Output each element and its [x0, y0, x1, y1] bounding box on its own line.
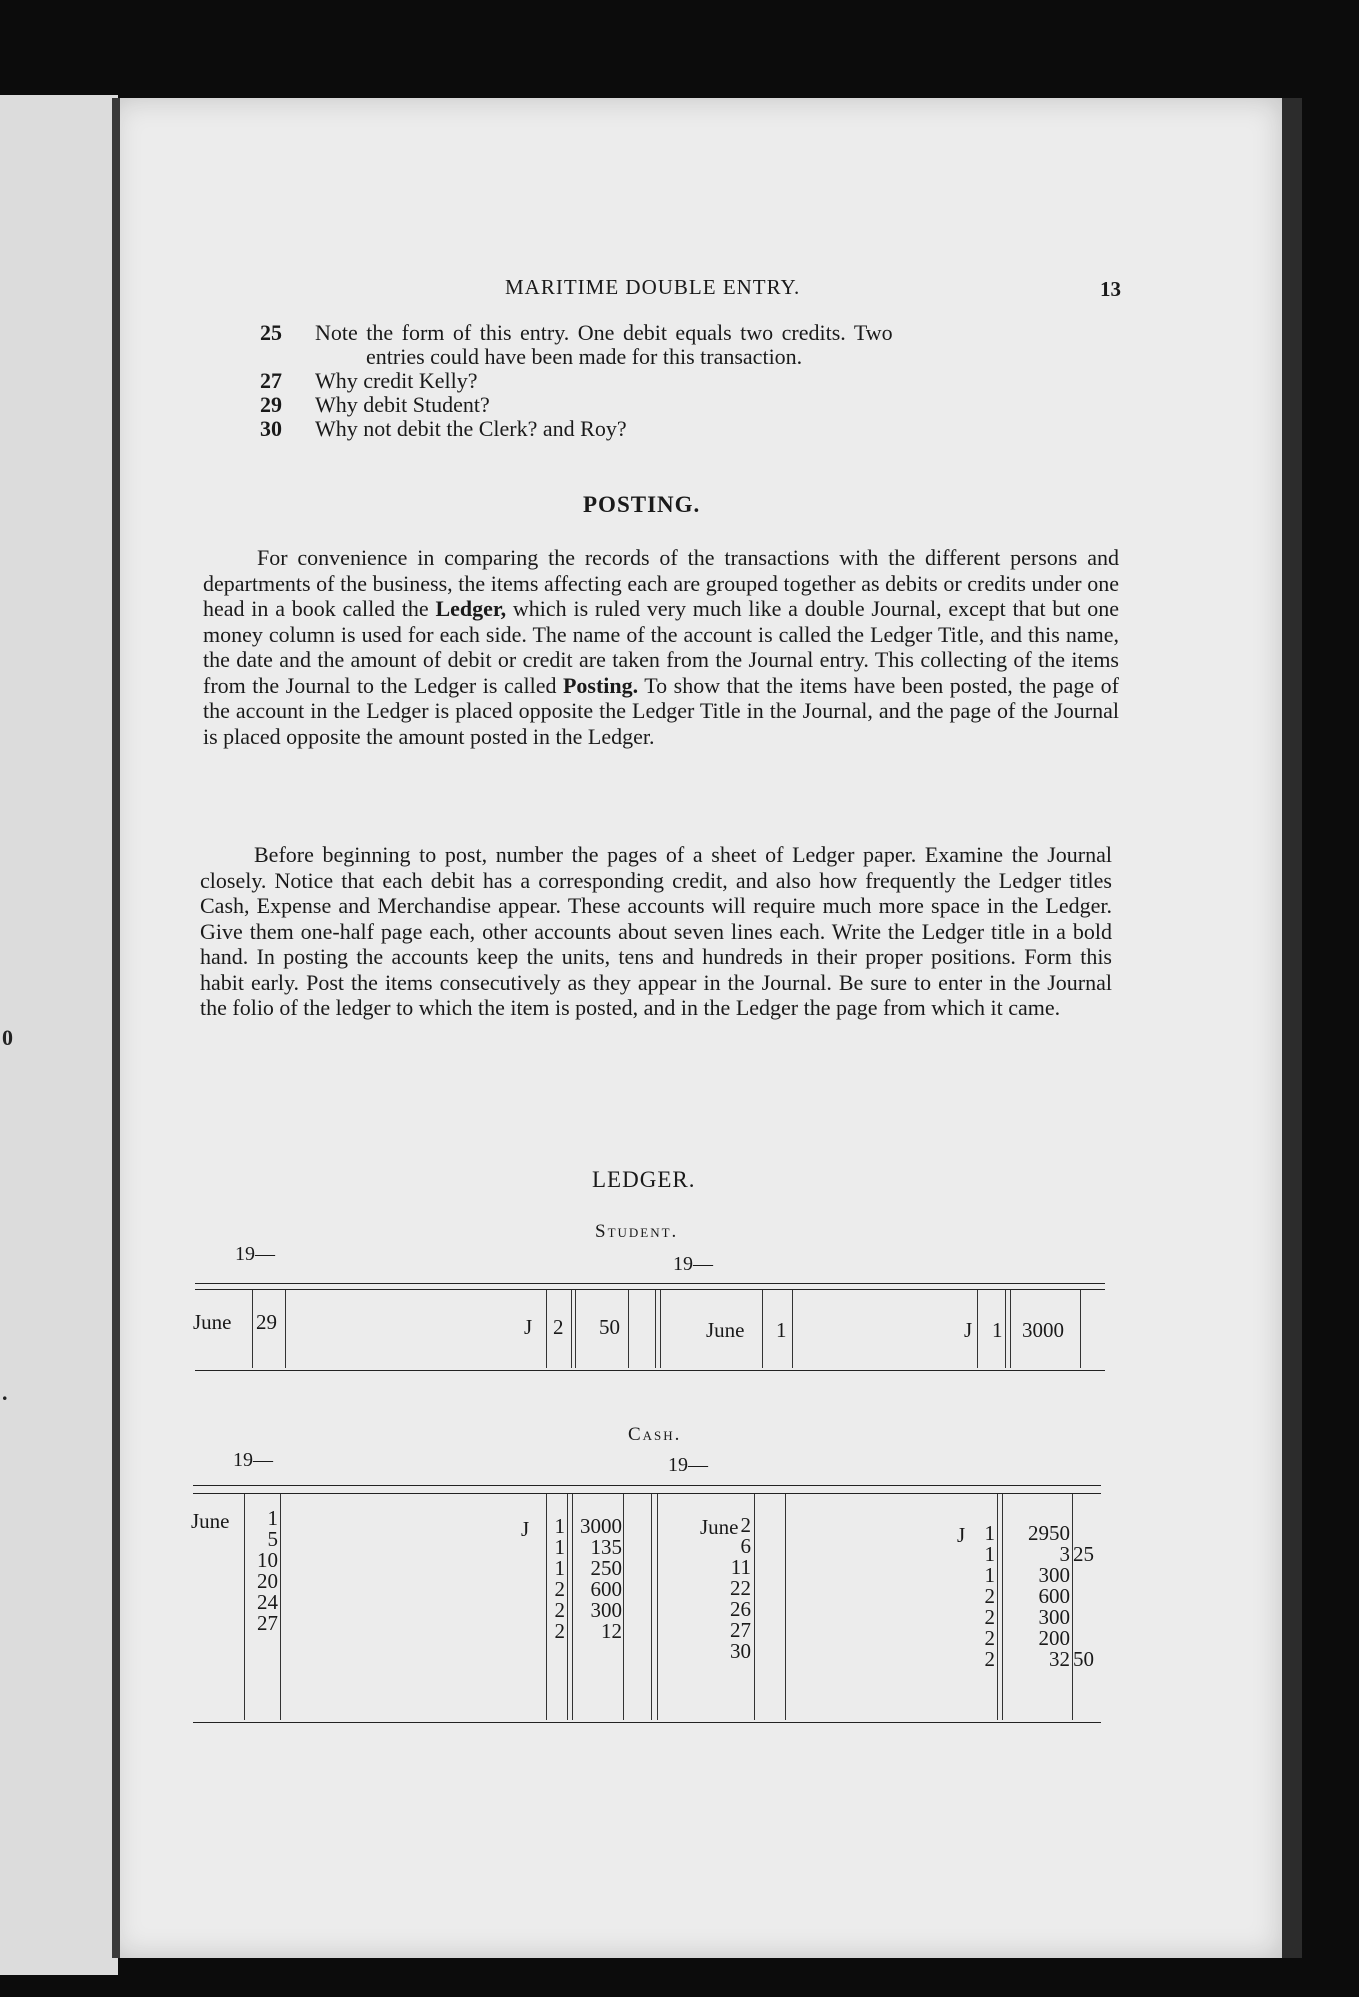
- debit-day: 5: [267, 1527, 278, 1551]
- year-label: 19—: [673, 1253, 713, 1275]
- credit-folio: 1: [992, 1318, 1003, 1342]
- debit-day: 20: [257, 1569, 278, 1593]
- paragraph-text: For convenience in comparing the records of the transactions with the different persons and departments of the business, the items affecting each are grouped together as debits or credits under one head in a book called the: [203, 545, 1119, 621]
- note-text: Why not debit the Clerk? and Roy?: [315, 416, 627, 441]
- debit-day: 27: [257, 1611, 278, 1635]
- paragraph-posting: [203, 545, 1119, 749]
- note-item: [260, 321, 1130, 345]
- debit-folio: 1: [554, 1535, 565, 1559]
- debit-amount: 300: [590, 1598, 622, 1622]
- note-item: [260, 369, 1130, 393]
- bold-term: Ledger,: [435, 596, 507, 621]
- credit-folio: 1: [984, 1542, 995, 1566]
- debit-month: June: [193, 1310, 232, 1334]
- credit-day: 22: [730, 1576, 751, 1600]
- section-heading: POSTING.: [583, 492, 701, 517]
- debit-folio: 1: [554, 1514, 565, 1538]
- debit-amount: 135: [590, 1535, 622, 1559]
- note-text: Why credit Kelly?: [315, 368, 478, 393]
- credit-day: 27: [730, 1618, 751, 1642]
- debit-amount: 50: [599, 1315, 620, 1339]
- note-number: 27: [260, 368, 282, 393]
- debit-day: 24: [257, 1590, 278, 1614]
- credit-amount: 300: [1038, 1605, 1070, 1629]
- paragraph-text: To show that the items have been posted, the page of the account in the Ledger is placed opposite the Ledger Title in the Journal, and the page of the Journal is placed opposite the amount posted in the Ledger.: [203, 672, 1119, 749]
- debit-day: 29: [256, 1310, 277, 1334]
- note-text: entries could have been made for this transaction.: [366, 344, 803, 369]
- credit-folio: 2: [984, 1584, 995, 1608]
- debit-ref: J: [521, 1517, 530, 1541]
- credit-month: June: [706, 1318, 745, 1342]
- debit-amount: 12: [601, 1619, 622, 1643]
- note-text: Why debit Student?: [315, 392, 490, 417]
- credit-day: 1: [776, 1318, 787, 1342]
- credit-amount: 32: [1049, 1647, 1070, 1671]
- note-item: [260, 417, 1130, 441]
- account-title-student: Student.: [595, 1221, 679, 1242]
- credit-folio: 2: [984, 1647, 995, 1671]
- credit-amount: 2950: [1028, 1521, 1070, 1545]
- debit-amount: 250: [590, 1556, 622, 1580]
- credit-amount: 300: [1038, 1563, 1070, 1587]
- debit-ref: J: [524, 1315, 533, 1339]
- credit-day: 2: [740, 1513, 751, 1537]
- credit-day: 6: [740, 1534, 751, 1558]
- paragraph-instructions: [200, 842, 1112, 1021]
- year-label: 19—: [233, 1449, 273, 1471]
- credit-ref: J: [957, 1523, 966, 1547]
- note-item: [260, 393, 1130, 417]
- paragraph-text: which is ruled very much like a double Journal, except that but one money column is used for each side. The name of the account is called the Ledger Title, and this name, the date and the amount of debit or credit are taken from the Journal entry. This collecting of the items from the Journal to the Ledger is called: [203, 596, 1119, 698]
- page-edge: [1282, 98, 1302, 1958]
- note-number: 25: [260, 320, 282, 345]
- debit-folio: 2: [554, 1577, 565, 1601]
- debit-folio: 2: [554, 1598, 565, 1622]
- facing-page-edge: [0, 95, 118, 1975]
- credit-folio: 2: [984, 1626, 995, 1650]
- debit-day: 1: [267, 1506, 278, 1530]
- credit-amount: 600: [1038, 1584, 1070, 1608]
- credit-month: June: [700, 1515, 739, 1539]
- debit-folio: 1: [554, 1556, 565, 1580]
- note-text: Note the form of this entry. One debit equals two credits. Two: [315, 320, 893, 345]
- debit-amount: 600: [590, 1577, 622, 1601]
- credit-cents: 50: [1073, 1647, 1094, 1671]
- credit-amount: 3: [1059, 1542, 1070, 1566]
- bold-term: Posting.: [562, 672, 639, 698]
- credit-day: 30: [730, 1639, 751, 1663]
- note-number: 30: [260, 416, 282, 441]
- credit-day: 26: [730, 1597, 751, 1621]
- debit-amount: 3000: [580, 1514, 622, 1538]
- paragraph-text: Before beginning to post, number the pages of a sheet of Ledger paper. Examine the Journal closely. Notice that each debit has a corresponding credit, and also how frequently the Ledger titles Cash, Expense and Merchandise appear. These accounts will require much more space in the Ledger. Give them one-half page each, other accounts about seven lines each. Write the Ledger title in a bold hand. In posting the accounts keep the units, tens and hundreds in their proper positions. Form this habit early. Post the items consecutively as they appear in the Journal. Be sure to enter in the Journal the folio of the ledger to which the item is posted, and in the Ledger the page from which it came.: [200, 842, 1112, 1020]
- credit-amount: 200: [1038, 1626, 1070, 1650]
- page-number: 13: [1100, 277, 1121, 301]
- account-title-cash: Cash.: [628, 1424, 682, 1445]
- credit-folio: 1: [984, 1521, 995, 1545]
- credit-cents: 25: [1073, 1542, 1094, 1566]
- credit-folio: 2: [984, 1605, 995, 1629]
- running-header: MARITIME DOUBLE ENTRY.: [505, 275, 801, 299]
- credit-folio: 1: [984, 1563, 995, 1587]
- note-list: [260, 321, 1130, 441]
- page-spine: [112, 98, 120, 1958]
- credit-day: 11: [730, 1555, 751, 1579]
- debit-month: June: [191, 1509, 230, 1533]
- credit-amount: 3000: [1022, 1318, 1064, 1342]
- debit-folio: 2: [553, 1315, 564, 1339]
- facing-page-mark: 0: [2, 1025, 13, 1050]
- facing-page-mark: .: [2, 1380, 8, 1405]
- credit-ref: J: [964, 1318, 973, 1342]
- year-label: 19—: [235, 1243, 275, 1265]
- year-label: 19—: [668, 1454, 708, 1476]
- note-continuation: [260, 345, 1130, 369]
- debit-day: 10: [257, 1548, 278, 1572]
- debit-folio: 2: [554, 1619, 565, 1643]
- note-number: 29: [260, 392, 282, 417]
- ledger-title: LEDGER.: [592, 1167, 696, 1192]
